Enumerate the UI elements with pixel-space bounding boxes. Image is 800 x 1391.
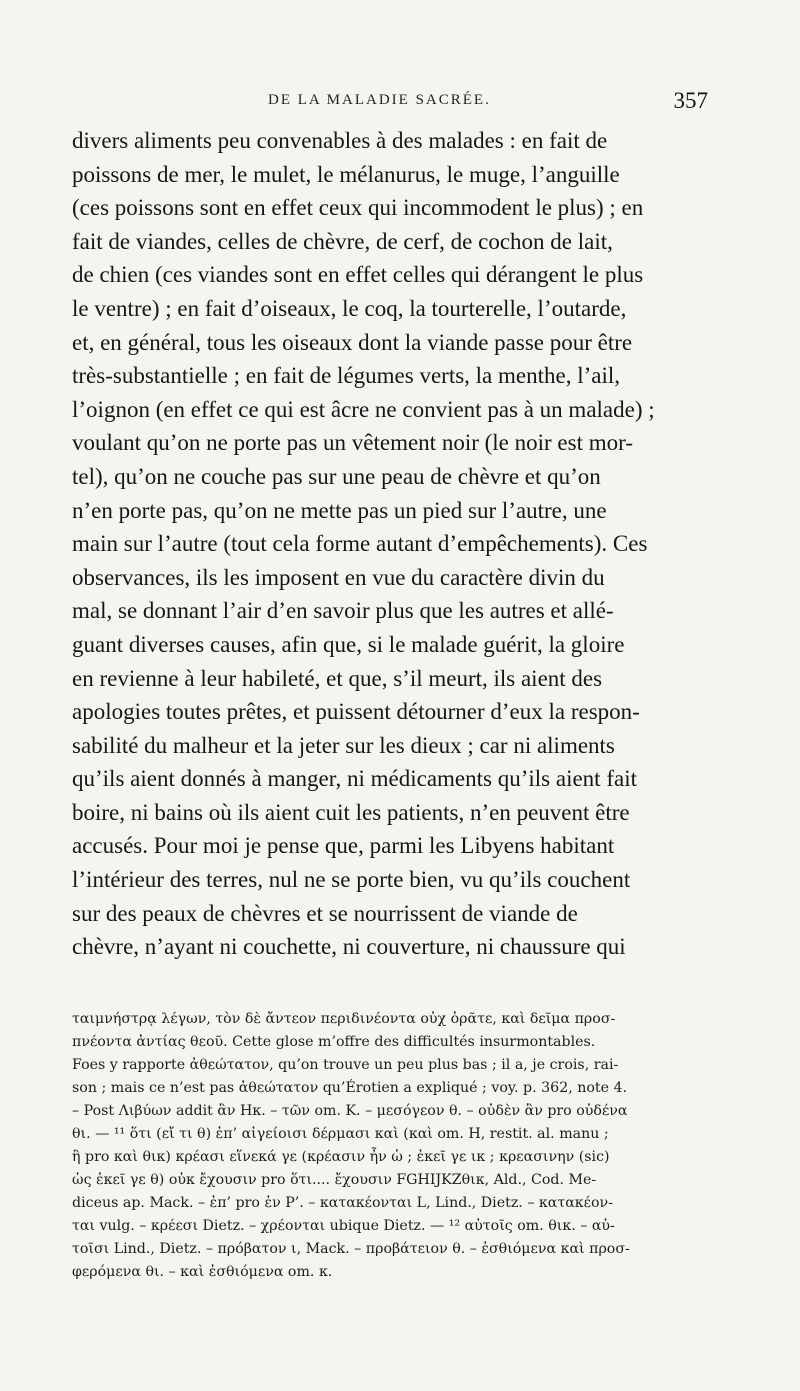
footnote-line: φερόμενα θι. – καὶ ἐσθιόμενα om. κ. <box>72 1264 333 1280</box>
text-line: observances, ils les imposent en vue du caractère divin du <box>72 564 605 590</box>
footnote-line: Foes y rapporte ἀθεώτατον, qu’on trouve un peu plus bas ; il a, je crois, rai- <box>72 1057 619 1073</box>
text-line: très-substantielle ; en fait de légumes verts, la menthe, l’ail, <box>72 363 620 389</box>
text-line: accusés. Pour moi je pense que, parmi les Libyens habitant <box>72 833 615 859</box>
text-line: sabilité du malheur et la jeter sur les dieux ; car ni aliments <box>72 732 615 758</box>
footnote-line: son ; mais ce n’est pas ἀθεώτατον qu’Érotien a expliqué ; voy. p. 362, note 4. <box>72 1080 628 1096</box>
text-line: main sur l’autre (tout cela forme autant d’empêchements). Ces <box>72 531 648 557</box>
text-line: l’oignon (en effet ce qui est âcre ne convient pas à un malade) ; <box>72 396 655 422</box>
footnote-line: ταιμνήστρᾳ λέγων, τὸν δὲ ἄντεον περιδινέοντα οὐχ ὁρᾶτε, καὶ δεῖμα προσ- <box>72 1011 616 1027</box>
footnote-line: ὡς ἐκεῖ γε θ) οὐκ ἔχουσιν pro ὅτι.... ἔχουσιν FGHIJKZθικ, Ald., Cod. Me- <box>72 1172 597 1188</box>
text-line: de chien (ces viandes sont en effet celles qui dérangent le plus <box>72 262 644 288</box>
text-line: boire, ni bains où ils aient cuit les patients, n’en peuvent être <box>72 799 630 825</box>
text-line: sur des peaux de chèvres et se nourrissent de viande de <box>72 900 578 926</box>
text-line: en revienne à leur habileté, et que, s’il meurt, ils aient des <box>72 665 603 691</box>
footnote-line: diceus ap. Mack. – ἐπ’ pro ἐν P’. – κατακέονται L, Lind., Dietz. – κατακέον- <box>72 1195 613 1211</box>
text-line: l’intérieur des terres, nul ne se porte bien, vu qu’ils couchent <box>72 867 631 893</box>
page-header <box>260 88 710 118</box>
main-text <box>72 124 706 964</box>
footnote-line: ται vulg. – κρέεσι Dietz. – χρέονται ubique Dietz. — ¹² αὐτοῖς om. θικ. – αὐ- <box>72 1218 615 1234</box>
text-line: guant diverses causes, afin que, si le malade guérit, la gloire <box>72 631 625 657</box>
text-line: qu’ils aient donnés à manger, ni médicaments qu’ils aient fait <box>72 766 637 792</box>
text-line: chèvre, n’ayant ni couchette, ni couverture, ni chaussure qui <box>72 934 626 960</box>
page-number: 357 <box>673 88 708 113</box>
footnote-line: – Post Λιβύων addit ἂν Hκ. – τῶν om. K. – μεσόγεον θ. – οὐδὲν ἂν pro οὐδένα <box>72 1103 628 1119</box>
running-title: DE LA MALADIE SACRÉE. <box>268 92 491 108</box>
text-line: mal, se donnant l’air d’en savoir plus que les autres et allé- <box>72 598 614 624</box>
text-line: (ces poissons sont en effet ceux qui incommodent le plus) ; en <box>72 195 644 221</box>
footnote-line: ἢ pro καὶ θικ) κρέασι εἵνεκά γε (κρέασιν ἦν ὡ ; ἐκεῖ γε ικ ; κρεασινην (sic) <box>72 1149 610 1165</box>
text-line: fait de viandes, celles de chèvre, de cerf, de cochon de lait, <box>72 228 613 254</box>
text-line: poissons de mer, le mulet, le mélanurus, le muge, l’anguille <box>72 161 620 187</box>
footnotes <box>72 1008 706 1284</box>
text-line: divers aliments peu convenables à des malades : en fait de <box>72 128 608 153</box>
footnote-line: πνέοντα ἀντίας θεοῦ. Cette glose m’offre des difficultés insurmontables. <box>72 1034 596 1050</box>
text-line: voulant qu’on ne porte pas un vêtement noir (le noir est mor- <box>72 430 633 456</box>
text-line: le ventre) ; en fait d’oiseaux, le coq, la tourterelle, l’outarde, <box>72 295 627 321</box>
text-line: n’en porte pas, qu’on ne mette pas un pied sur l’autre, une <box>72 497 607 523</box>
footnote-line: θι. — ¹¹ ὅτι (εἴ τι θ) ἐπ’ αἰγείοισι δέρμασι καὶ (καὶ om. H, restit. al. manu ; <box>72 1126 609 1142</box>
footnote-line: τοῖσι Lind., Dietz. – πρόβατον ι, Mack. – προβάτειον θ. – ἐσθιόμενα καὶ προσ- <box>72 1241 630 1257</box>
text-line: et, en général, tous les oiseaux dont la viande passe pour être <box>72 329 633 355</box>
text-line: tel), qu’on ne couche pas sur une peau de chèvre et qu’on <box>72 463 601 489</box>
text-line: apologies toutes prêtes, et puissent détourner d’eux la respon- <box>72 699 640 725</box>
